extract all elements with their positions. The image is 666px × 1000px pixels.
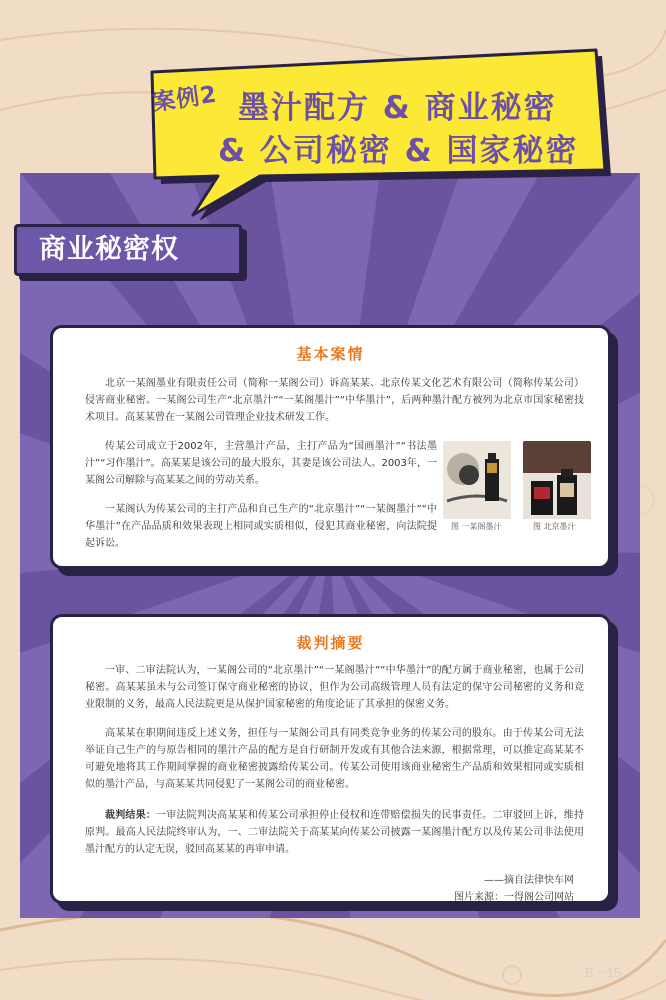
image-source-credit: 图片来源：一得阁公司网站 [454, 892, 574, 903]
page-title-line1: 墨汁配方 & 商业秘密 [238, 90, 557, 126]
judgment-result-text: 一审法院判决高某某和传某公司承担停止侵权和连带赔偿损失的民事责任。二审驳回上诉，维持原判。最高人民法院终审认为，一、二审法院关于高某某向传某公司披露一某阁墨汁配方以及传某公司非法使用墨汁配方的认定无误，驳回高某某的再审申请。 [85, 810, 585, 855]
source-credit: ——摘自法律快车网 [484, 875, 574, 886]
basic-case-para1: 北京一某阁墨业有限责任公司（简称一某阁公司）诉高某某、北京传某文化艺术有限公司（简称传某公司）侵害商业秘密。一某阁公司生产“北京墨汁”“一某阁墨汁”“中华墨汁”，后两种墨汁配方被列为北京市国家秘密技术项目。高某某曾在一某阁公司管理企业技术研发工作。 [85, 378, 584, 423]
judgment-para1: 一审、二审法院认为，一某阁公司的“北京墨汁”“一某阁墨汁”“中华墨汁”的配方属于商业秘密，也属于公司秘密。高某某虽未与公司签订保守商业秘密的协议，但作为公司高级管理人员有法定的保守公司秘密的义务和竞业限制的义务，最高人民法院更是从保护国家秘密的角度论证了其承担的保密义务。 [85, 665, 584, 710]
judgment-result-label: 裁判结果： [105, 810, 156, 821]
judgment-para2: 高某某在职期间违反上述义务，担任与一某阁公司具有同类竞争业务的传某公司的股东。由于传某公司无法举证自己生产的与原告相同的墨汁产品的配方是自行研制开发或有其他合法来源，根据常理，可以推定高某某不可避免地将其工作期间掌握的商业秘密披露给传某公司。传某公司使用该商业秘密生产品质和效果相同或实质相似的墨汁产品，与高某某共同侵犯了一某阁公司的商业秘密。 [85, 728, 584, 790]
case-tag: 案例2 [150, 81, 219, 117]
basic-case-para2: 传某公司成立于2002年，主营墨汁产品，主打产品为“国画墨汁”“书法墨汁”“习作墨汁”。高某某是该公司的最大股东，其妻是该公司法人。2003年，一某阁公司解除与高某某之间的劳动关系。 [85, 441, 437, 486]
page-number: B－15 [585, 965, 622, 980]
photo-caption-1: 图 一某阁墨汁 [451, 522, 502, 531]
basic-case-para3: 一某阁认为传某公司的主打产品和自己生产的“北京墨汁”“一某阁墨汁”“中华墨汁”在产品品质和效果表现上相同或实质相似，侵犯其商业秘密，向法院提起诉讼。 [85, 504, 437, 549]
yimoge-ink-photo [443, 441, 511, 519]
basic-case-title: 基本案情 [296, 345, 365, 363]
judgment-title: 裁判摘要 [296, 634, 365, 652]
page-title-line2: & 公司秘密 & 国家秘密 [218, 133, 579, 169]
judgment-summary-card [50, 614, 611, 904]
section-title: 商业秘密权 [14, 224, 242, 276]
basic-case-card [50, 325, 611, 569]
judgment-result [85, 807, 584, 858]
beijing-ink-photo [523, 441, 591, 519]
photo-caption-2: 图 北京墨汁 [533, 522, 576, 531]
